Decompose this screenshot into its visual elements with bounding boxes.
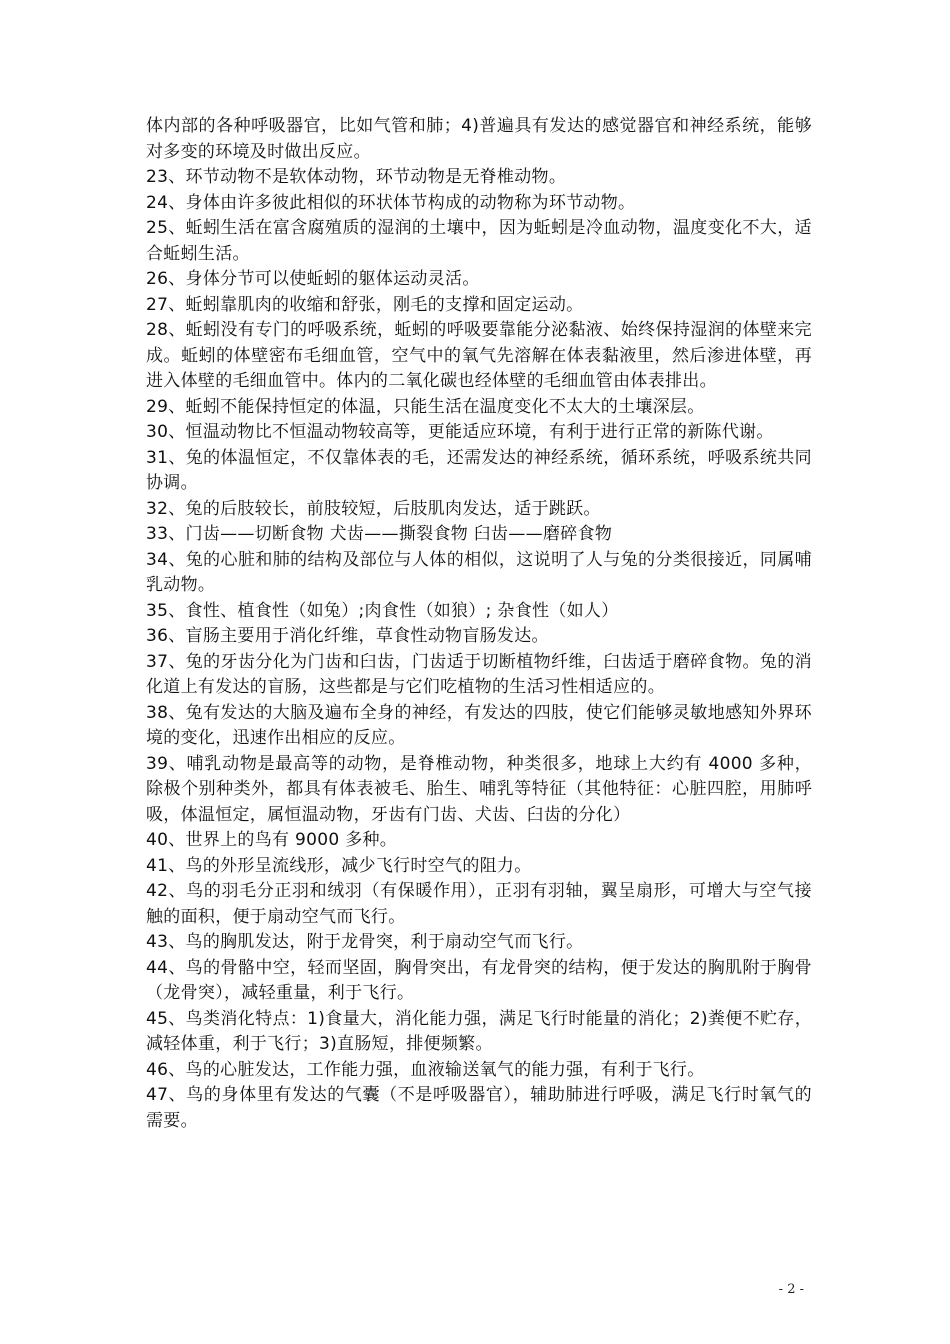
paragraph: 39、哺乳动物是最高等的动物，是脊椎动物，种类很多，地球上大约有 4000 多种，除极个别种类外，都具有体表被毛、胎生、哺乳等特征（其他特征：心脏四腔，用肺呼吸，体温恒定，属恒温动物，牙齿有门齿、犬齿、臼齿的分化） [146, 753, 812, 825]
paragraph: 25、蚯蚓生活在富含腐殖质的湿润的土壤中，因为蚯蚓是冷血动物，温度变化不大，适合蚯蚓生活。 [146, 218, 812, 264]
paragraph: 46、鸟的心脏发达，工作能力强，血液输送氧气的能力强，有利于飞行。 [146, 1059, 705, 1080]
paragraph: 40、世界上的鸟有 9000 多种。 [146, 830, 398, 850]
paragraph: 24、身体由许多彼此相似的环状体节构成的动物称为环节动物。 [146, 192, 636, 213]
paragraph: 23、环节动物不是软体动物，环节动物是无脊椎动物。 [146, 167, 567, 187]
paragraph: 43、鸟的胸肌发达，附于龙骨突，利于扇动空气而飞行。 [146, 932, 584, 952]
paragraph: 38、兔有发达的大脑及遍布全身的神经，有发达的四肢，使它们能够灵敏地感知外界环境的变化，迅速作出相应的反应。 [146, 702, 812, 748]
paragraph: 44、鸟的骨骼中空，轻而坚固，胸骨突出，有龙骨突的结构，便于发达的胸肌附于胸骨（龙骨突），减轻重量，利于飞行。 [146, 957, 812, 1003]
paragraph: 37、兔的牙齿分化为门齿和臼齿，门齿适于切断植物纤维，臼齿适于磨碎食物。兔的消化道上有发达的盲肠，这些都是与它们吃植物的生活习性相适应的。 [146, 651, 812, 697]
paragraph: 26、身体分节可以使蚯蚓的躯体运动灵活。 [146, 269, 480, 289]
paragraph: 34、兔的心脏和肺的结构及部位与人体的相似，这说明了人与兔的分类很接近，同属哺乳动物。 [146, 549, 812, 595]
paragraph: 27、蚯蚓靠肌肉的收缩和舒张，刚毛的支撑和固定运动。 [146, 294, 584, 315]
paragraph: 33、门齿——切断食物 犬齿——撕裂食物 臼齿——磨碎食物 [146, 524, 613, 544]
paragraph: 30、恒温动物比不恒温动物较高等，更能适应环境，有利于进行正常的新陈代谢。 [146, 422, 774, 442]
paragraph: 42、鸟的羽毛分正羽和绒羽（有保暖作用），正羽有羽轴，翼呈扇形，可增大与空气接触的面积，便于扇动空气而飞行。 [146, 881, 812, 927]
page-number: - 2 - [778, 1282, 804, 1297]
paragraph: 28、蚯蚓没有专门的呼吸系统，蚯蚓的呼吸要靠能分泌黏液、始终保持湿润的体壁来完成。蚯蚓的体壁密布毛细血管，空气中的氧气先溶解在体表黏液里，然后渗进体壁，再进入体壁的毛细血管中。体内的二氧化碳也经体壁的毛细血管由体表排出。 [146, 320, 812, 391]
paragraph: 32、兔的后肢较长，前肢较短，后肢肌肉发达，适于跳跃。 [146, 498, 601, 519]
paragraph: 体内部的各种呼吸器官，比如气管和肺；4)普遍具有发达的感觉器官和神经系统，能够对多变的环境及时做出反应。 [146, 116, 812, 162]
paragraph: 47、鸟的身体里有发达的气囊（不是呼吸器官），辅助肺进行呼吸，满足飞行时氧气的需要。 [146, 1085, 812, 1131]
paragraph: 31、兔的体温恒定，不仅靠体表的毛，还需发达的神经系统，循环系统，呼吸系统共同协调。 [146, 447, 812, 493]
paragraph: 35、食性、植食性（如兔）;肉食性（如狼）; 杂食性（如人） [146, 600, 619, 621]
paragraph: 45、鸟类消化特点：1)食量大，消化能力强，满足飞行时能量的消化；2)粪便不贮存，减轻体重，利于飞行；3)直肠短，排便频繁。 [146, 1008, 812, 1054]
paragraph: 29、蚯蚓不能保持恒定的体温，只能生活在温度变化不太大的土壤深层。 [146, 396, 705, 417]
paragraph: 36、盲肠主要用于消化纤维，草食性动物盲肠发达。 [146, 626, 549, 646]
paragraph: 41、鸟的外形呈流线形，减少飞行时空气的阻力。 [146, 855, 532, 876]
document-body [146, 114, 812, 1134]
